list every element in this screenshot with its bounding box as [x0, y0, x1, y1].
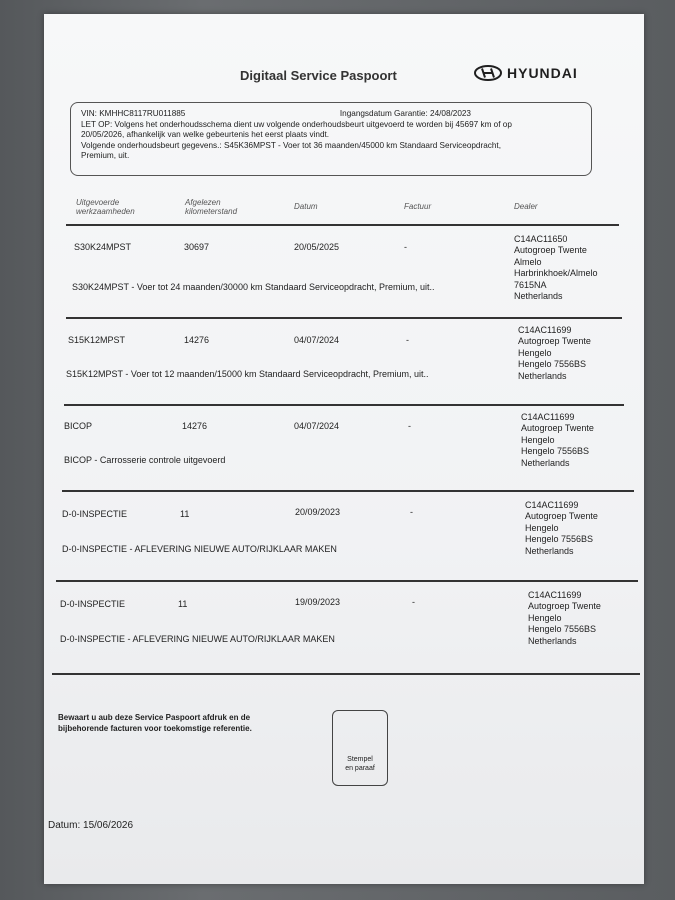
brand-name: HYUNDAI: [507, 65, 578, 81]
row-dealer: C14AC11699 Autogroep Twente Hengelo Hengelo 7556BS Netherlands: [518, 325, 591, 381]
row-description: D-0-INSPECTIE - AFLEVERING NIEUWE AUTO/RIJKLAAR MAKEN: [62, 544, 337, 554]
row-date: 20/05/2025: [294, 242, 340, 252]
next-service-details: Volgende onderhoudsbeurt gegevens.: S45K36MPST - Voer tot 36 maanden/45000 km Standaard Serviceopdracht,: [81, 140, 501, 150]
row-dealer: C14AC11699 Autogroep Twente Hengelo Hengelo 7556BS Netherlands: [525, 500, 598, 556]
row-work-code: D-0-INSPECTIE: [60, 599, 126, 609]
row-km: 11: [180, 509, 190, 519]
row-invoice: -: [406, 335, 409, 345]
column-header-km: Afgelezen kilometerstand: [185, 198, 238, 216]
row-work-code: S30K24MPST: [74, 242, 132, 252]
row-description: S30K24MPST - Voer tot 24 maanden/30000 km Standaard Serviceopdracht, Premium, uit..: [72, 282, 435, 292]
row-km: 14276: [182, 421, 208, 431]
row-divider: [56, 580, 638, 582]
row-work-code: S15K12MPST: [68, 335, 126, 345]
stamp-box: Stempel en paraaf: [332, 710, 388, 786]
next-service-details: Premium, uit.: [81, 151, 130, 160]
warranty-start-date: Ingangsdatum Garantie: 24/08/2023: [339, 109, 471, 118]
row-km: 14276: [184, 335, 210, 345]
retention-note: Bewaart u aub deze Service Paspoort afdruk en de bijbehorende facturen voor toekomstige referentie.: [58, 713, 252, 733]
row-divider: [64, 404, 624, 406]
column-header-invoice: Factuur: [404, 202, 432, 211]
column-header-dealer: Dealer: [514, 202, 538, 211]
vehicle-info-box: [70, 102, 592, 176]
row-description: BICOP - Carrosserie controle uitgevoerd: [64, 455, 226, 465]
row-km: 11: [178, 599, 188, 609]
service-notice-line: 20/05/2026, afhankelijk van welke gebeurtenis het eerst plaats vindt.: [81, 130, 330, 139]
row-description: D-0-INSPECTIE - AFLEVERING NIEUWE AUTO/RIJKLAAR MAKEN: [60, 634, 335, 644]
row-divider: [62, 490, 634, 492]
column-header-date: Datum: [294, 202, 318, 211]
vin-number: VIN: KMHHC8117RU011885: [81, 109, 186, 118]
row-invoice: -: [412, 597, 415, 607]
service-notice-line: LET OP: Volgens het onderhoudsschema dient uw volgende onderhoudsbeurt uitgevoerd te worden bij 45697 km of op: [81, 119, 512, 129]
print-date: Datum: 15/06/2026: [48, 820, 134, 831]
column-header-work: Uitgevoerde werkzaamheden: [76, 198, 135, 216]
row-date: 19/09/2023: [295, 597, 341, 607]
brand-logo: [474, 65, 578, 81]
row-work-code: D-0-INSPECTIE: [62, 509, 128, 519]
row-km: 30697: [184, 242, 210, 252]
service-passport-document: [44, 14, 644, 884]
row-work-code: BICOP: [64, 421, 93, 431]
hyundai-logo-icon: [474, 65, 502, 81]
row-dealer: C14AC11699 Autogroep Twente Hengelo Hengelo 7556BS Netherlands: [528, 590, 601, 646]
header-divider: [66, 224, 619, 226]
row-date: 04/07/2024: [294, 421, 340, 431]
row-invoice: -: [408, 421, 411, 431]
row-date: 04/07/2024: [294, 335, 340, 345]
row-invoice: -: [410, 507, 413, 517]
row-dealer: C14AC11650 Autogroep Twente Almelo Harbrinkhoek/Almelo 7615NA Netherlands: [514, 234, 598, 302]
row-invoice: -: [404, 242, 407, 252]
table-bottom-divider: [52, 673, 640, 675]
row-description: S15K12MPST - Voer tot 12 maanden/15000 km Standaard Serviceopdracht, Premium, uit..: [66, 369, 429, 379]
row-date: 20/09/2023: [295, 507, 341, 517]
document-title: Digitaal Service Paspoort: [240, 68, 397, 83]
row-dealer: C14AC11699 Autogroep Twente Hengelo Hengelo 7556BS Netherlands: [521, 412, 594, 468]
row-divider: [66, 317, 622, 319]
